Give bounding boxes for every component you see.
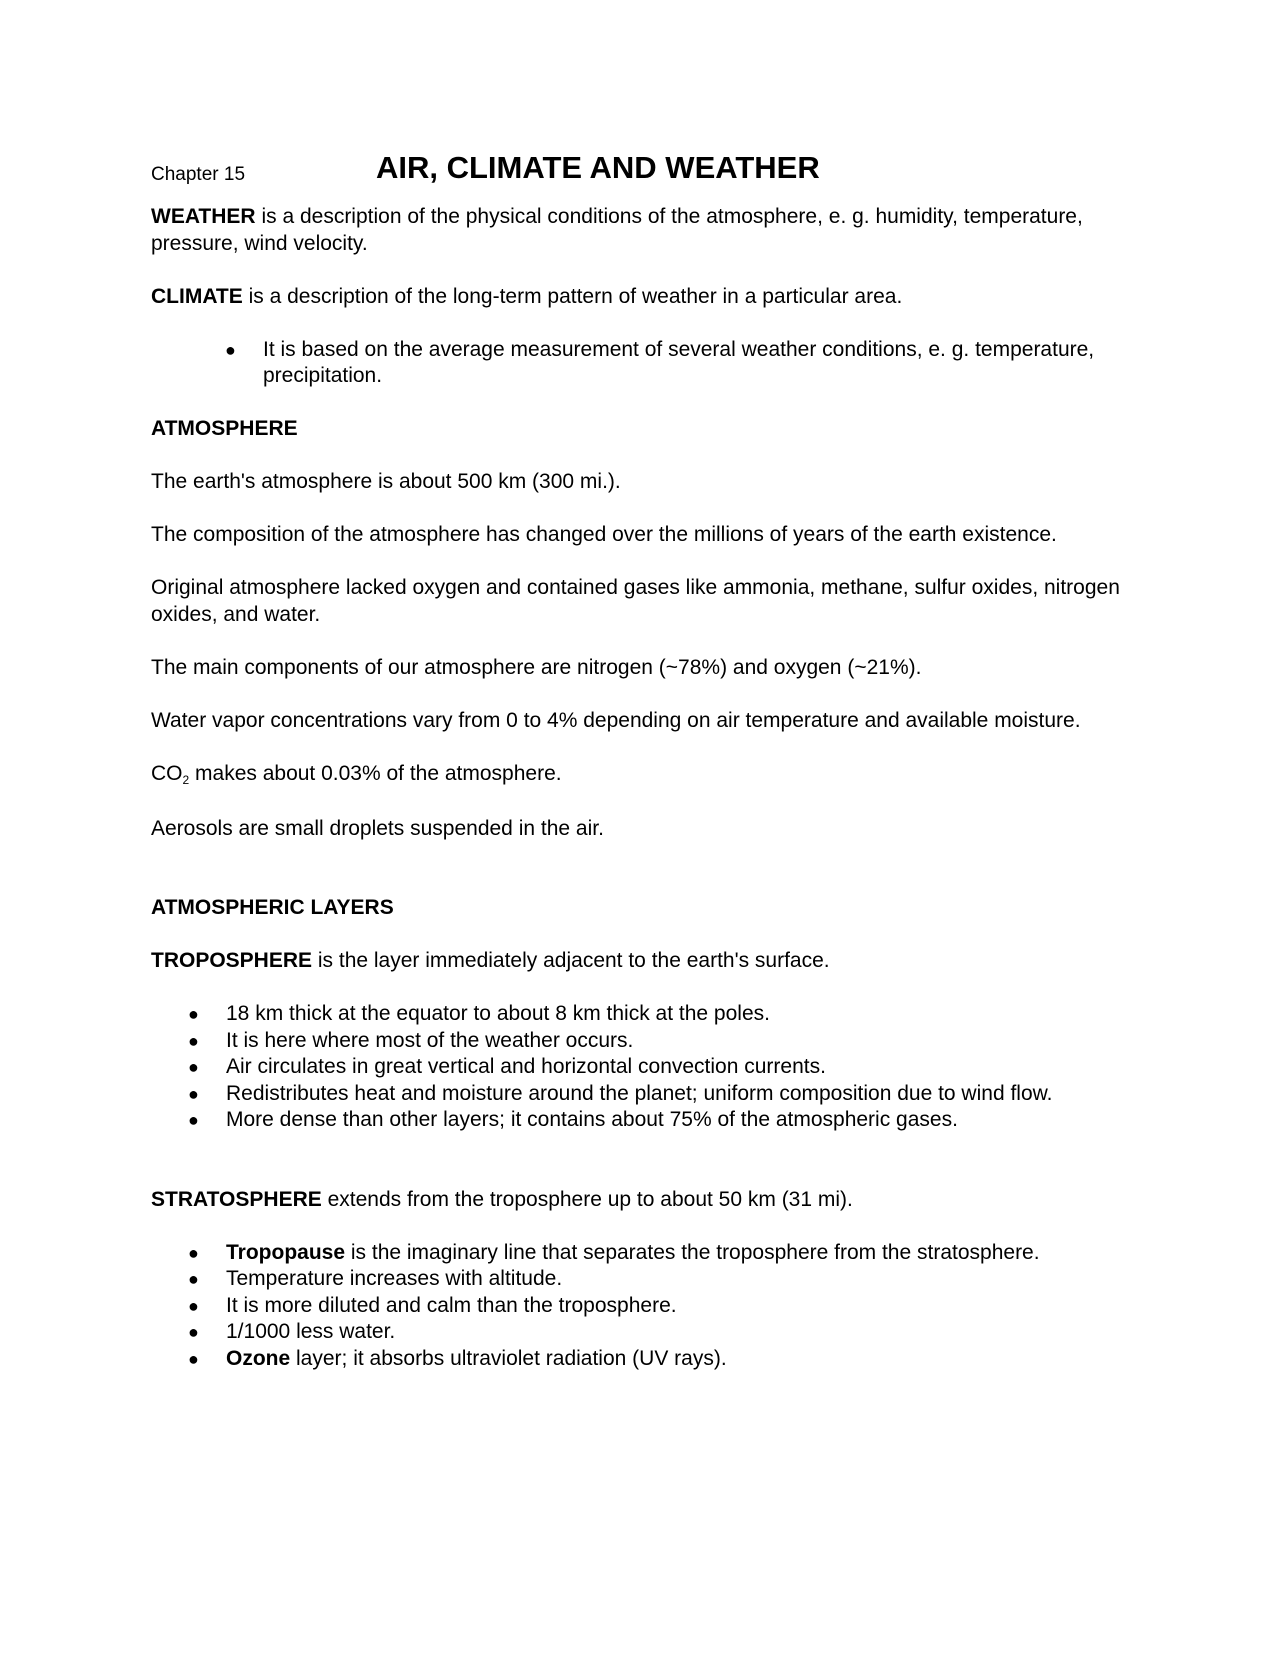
- bullet-icon: ●: [188, 1295, 199, 1316]
- bullet-icon: ●: [188, 1083, 199, 1104]
- troposphere-text: is the layer immediately adjacent to the earth's surface.: [312, 949, 830, 972]
- co2-subscript: 2: [182, 772, 190, 787]
- climate-term: CLIMATE: [151, 284, 243, 308]
- list-item-bold: Tropopause: [226, 1240, 346, 1264]
- troposphere-definition: [151, 948, 1131, 975]
- list-item: [151, 1319, 1131, 1346]
- list-item: [151, 1240, 1131, 1267]
- list-item-text: Temperature increases with altitude.: [226, 1267, 563, 1290]
- list-item-text: Redistributes heat and moisture around the planet; uniform composition due to wind flow.: [226, 1081, 1053, 1105]
- stratosphere-text: extends from the troposphere up to about 50 km (31 mi).: [321, 1187, 853, 1211]
- list-item-text: More dense than other layers; it contains about 75% of the atmospheric gases.: [226, 1108, 958, 1131]
- troposphere-term: TROPOSPHERE: [151, 949, 313, 972]
- list-item: [151, 1028, 1131, 1055]
- document-page: [151, 150, 1131, 1399]
- atmosphere-paragraph: The composition of the atmosphere has changed over the millions of years of the earth existence.: [151, 523, 1057, 546]
- atmosphere-heading: ATMOSPHERE: [151, 417, 298, 440]
- list-item-text: It is here where most of the weather occurs.: [226, 1028, 634, 1052]
- bullet-icon: ●: [188, 1057, 199, 1077]
- co2-paragraph: [151, 761, 1131, 790]
- list-item-text: is the imaginary line that separates the troposphere from the stratosphere.: [345, 1240, 1040, 1264]
- weather-definition: [151, 204, 1131, 257]
- co2-prefix: CO: [151, 761, 183, 785]
- list-item-text: Air circulates in great vertical and horizontal convection currents.: [226, 1055, 826, 1078]
- list-item-text: layer; it absorbs ultraviolet radiation (UV rays).: [290, 1346, 727, 1370]
- bullet-icon: ●: [188, 1322, 199, 1342]
- aerosols-paragraph: Aerosols are small droplets suspended in the air.: [151, 816, 604, 840]
- bullet-icon: ●: [188, 1110, 199, 1130]
- list-item-text: 18 km thick at the equator to about 8 km thick at the poles.: [226, 1002, 770, 1025]
- troposphere-bullet-list: [151, 1001, 1131, 1134]
- list-item-text: It is based on the average measurement of several weather conditions, e. g. temperature, precipitation.: [263, 337, 1095, 387]
- list-item-text: It is more diluted and calm than the troposphere.: [226, 1293, 677, 1317]
- atmosphere-paragraph: Water vapor concentrations vary from 0 to 4% depending on air temperature and available moisture.: [151, 708, 1081, 732]
- list-item: [151, 1293, 1131, 1320]
- layers-heading: ATMOSPHERIC LAYERS: [151, 896, 394, 919]
- page-title: AIR, CLIMATE AND WEATHER: [376, 150, 820, 185]
- stratosphere-definition: [151, 1187, 1131, 1214]
- bullet-icon: ●: [225, 339, 236, 360]
- weather-term: WEATHER: [151, 205, 256, 228]
- list-item: [151, 1107, 1131, 1134]
- stratosphere-term: STRATOSPHERE: [151, 1187, 322, 1211]
- bullet-icon: ●: [188, 1242, 199, 1263]
- list-item: [151, 1081, 1131, 1108]
- bullet-icon: ●: [188, 1004, 199, 1024]
- bullet-icon: ●: [188, 1348, 199, 1369]
- climate-bullet-list: [151, 337, 1131, 390]
- atmosphere-paragraph: Original atmosphere lacked oxygen and contained gases like ammonia, methane, sulfur oxides, nitrogen oxides, and water.: [151, 576, 1120, 626]
- list-item: [151, 1054, 1131, 1081]
- list-item: [151, 1001, 1131, 1028]
- list-item: [151, 1266, 1131, 1293]
- co2-text: makes about 0.03% of the atmosphere.: [189, 761, 562, 785]
- bullet-icon: ●: [188, 1269, 199, 1289]
- bullet-icon: ●: [188, 1030, 199, 1051]
- chapter-number: Chapter 15: [151, 164, 246, 185]
- list-item: [151, 337, 1131, 390]
- list-item-bold: Ozone: [226, 1346, 291, 1370]
- chapter-header: [151, 150, 1131, 190]
- weather-text: is a description of the physical conditions of the atmosphere, e. g. humidity, temperature, pressure, wind velocity.: [151, 205, 1083, 255]
- list-item: [151, 1346, 1131, 1373]
- stratosphere-bullet-list: [151, 1240, 1131, 1373]
- climate-definition: [151, 284, 1131, 311]
- atmosphere-paragraph: The main components of our atmosphere are nitrogen (~78%) and oxygen (~21%).: [151, 655, 922, 679]
- atmosphere-paragraph: The earth's atmosphere is about 500 km (300 mi.).: [151, 470, 621, 493]
- climate-text: is a description of the long-term pattern of weather in a particular area.: [242, 284, 903, 308]
- list-item-text: 1/1000 less water.: [226, 1320, 396, 1343]
